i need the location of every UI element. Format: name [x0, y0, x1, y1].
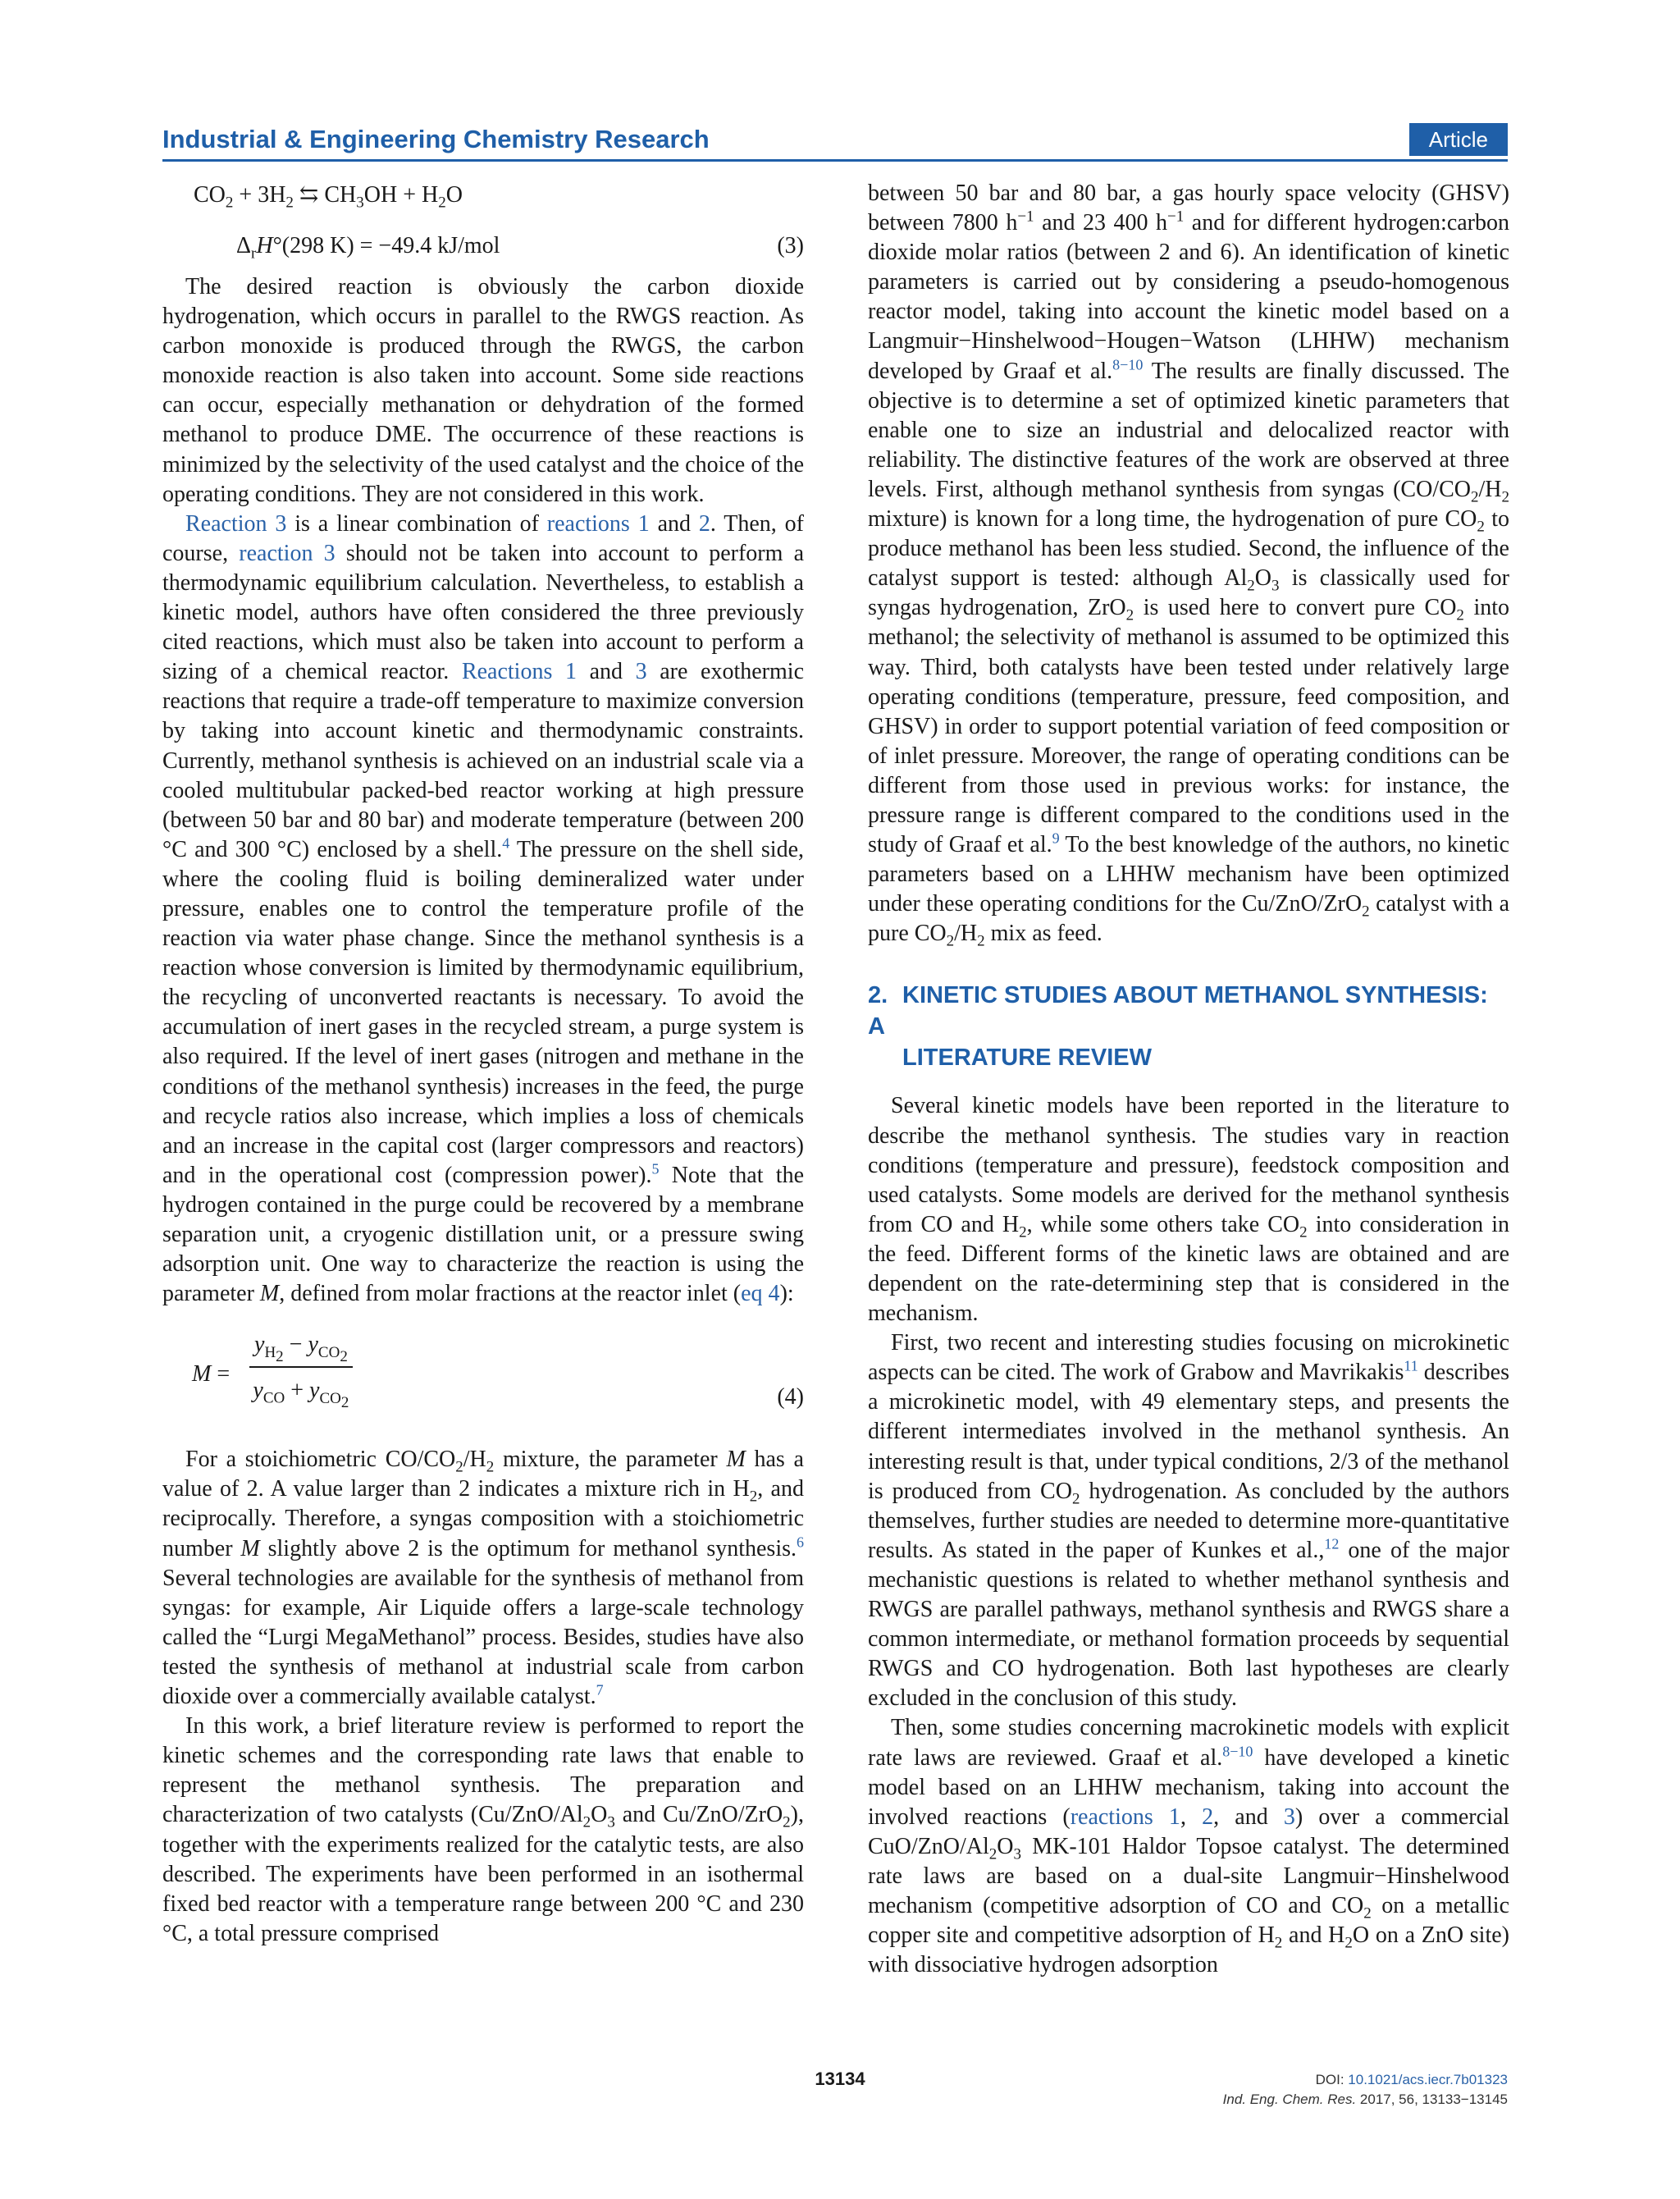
doi-link[interactable]: 10.1021/acs.iecr.7b01323 [1348, 2072, 1508, 2087]
section-2-heading [868, 980, 1509, 1073]
running-header [162, 121, 1508, 162]
left-paragraph-2: Reaction 3 is a linear combination of reactions 1 and 2. Then, of course, reaction 3 should not be taken into account to perform a thermodynamic equilibrium calculation. Nevertheless, to establish a kinetic model, authors have often considered the three previously cited reactions, which must also be taken into account to perform a sizing of a chemical reactor. Reactions 1 and 3 are exothermic reactions that require a trade-off temperature to maximize conversion by taking into account kinetic and thermodynamic constraints. Currently, methanol synthesis is achieved on an industrial scale via a cooled multitubular packed-bed reactor working at high pressure (between 50 bar and 80 bar) and moderate temperature (between 200 °C and 300 °C) enclosed by a shell.$^4$ The pressure on the shell side, where the cooling fluid is boiling demineralized water under pressure, enables one to control the temperature profile of the reaction via water phase change. Since the methanol synthesis is a reaction whose conversion is limited by thermodynamic equilibrium, the recycling of unconverted reactants is necessary. To avoid the accumulation of inert gases in the recycled stream, a purge system is also required. If the level of inert gases (nitrogen and methane in the conditions of the methanol synthesis) increases in the feed, the purge and recycle ratios also increase, which implies a loss of chemicals and an increase in the capital cost (larger compressors and reactors) and in the operational cost (compression power).$^5$ Note that the hydrogen contained in the purge could be recovered by a membrane separation unit, a cryogenic distillation unit, or a pressure swing adsorption unit. One way to characterize the reaction is using the parameter M, defined from molar fractions at the reactor inlet (eq 4): [162, 510, 804, 1307]
reaction-2-link[interactable]: 2 [1202, 1804, 1214, 1830]
reaction-2-link[interactable]: 2 [698, 510, 710, 537]
right-paragraph-3: First, two recent and interesting studies focusing on microkinetic aspects can be cited. The work of Grabow and Mavrikakis$^{11}$ describes a microkinetic model, with 49 elementary steps, and presents the different intermediates involved in the methanol synthesis. An interesting result is that, under typical conditions, 2/3 of the methanol is produced from $CO_2$ hydrogenation. As concluded by the authors themselves, further studies are needed to determine more-quantitative results. As stated in the paper of Kunkes et al.,$^{12}$ one of the major mechanistic questions is related to whether methanol synthesis and RWGS are parallel pathways, methanol synthesis and RWGS share a common intermediate, or methanol formation proceeds by sequential RWGS and CO hydrogenation. Both last hypotheses are clearly excluded in the conclusion of this study. [868, 1330, 1509, 1712]
reaction-3-link[interactable]: 3 [635, 659, 647, 685]
citation-4[interactable]: 4 [502, 834, 510, 852]
eq-4-link[interactable]: eq 4 [741, 1281, 780, 1307]
section-number: 2. [868, 982, 888, 1009]
reaction-3-link[interactable]: Reaction 3 [185, 510, 287, 537]
journal-citation: Ind. Eng. Chem. Res. [1222, 2092, 1357, 2107]
left-paragraph-3: For a stoichiometric $CO/CO_2/H_2$ mixture, the parameter M has a value of 2. A value larger than 2 indicates a mixture rich in $H_2$, and reciprocally. Therefore, a syngas composition with a stoichiometric number M slightly above 2 is the optimum for methanol synthesis.$^6$ Several technologies are available for the synthesis of methanol from syngas: for example, Air Liquide offers a large-scale technology called the “Lurgi MegaMethanol” process. Besides, studies have also tested the synthesis of methanol at industrial scale from carbon dioxide over a commercially available catalyst.$^7$ [162, 1447, 804, 1710]
equation-4-number: (4) [777, 1384, 804, 1410]
right-paragraph-4: Then, some studies concerning macrokinetic models with explicit rate laws are reviewed. Graaf et al.$^{8-10}$ have developed a kinetic model based on an LHHW mechanism, taking into account the involved reactions (reactions 1, 2, and 3) over a commercial CuO/$ZnO/Al_2O_3$ MK-101 Haldor Topsoe catalyst. The determined rate laws are based on a dual-site Langmuir−Hinshelwood mechanism (competitive adsorption of CO and $CO_2$ on a metallic copper site and competitive adsorption of $H_2$ and $H_2O$ on a ZnO site) with dissociative hydrogen adsorption [868, 1715, 1510, 1978]
citation-6[interactable]: 6 [797, 1534, 804, 1551]
citation-12[interactable]: 12 [1324, 1535, 1340, 1552]
equation-4-numerator: $y_{H_2} - y_{CO_2}$ [254, 1332, 348, 1365]
citation-5[interactable]: 5 [651, 1160, 660, 1177]
reactions-1-link[interactable]: reactions 1 [1070, 1804, 1180, 1830]
section-title-line-1: KINETIC STUDIES ABOUT METHANOL SYNTHESIS: A [868, 982, 1488, 1040]
equation-3 [162, 179, 804, 272]
citation-7[interactable]: 7 [596, 1681, 604, 1698]
reaction-1-link[interactable]: reactions 1 [546, 510, 650, 537]
equation-4-denominator: $y_{CO} + y_{CO_2}$ [249, 1366, 353, 1406]
equation-3-number: (3) [777, 233, 804, 258]
doi-label: DOI: [1315, 2072, 1344, 2087]
citation-9[interactable]: 9 [1052, 830, 1060, 847]
citation-8-10[interactable]: 8−10 [1222, 1743, 1253, 1760]
left-paragraph-1: The desired reaction is obviously the carbon dioxide hydrogenation, which occurs in parallel to the RWGS reaction. As carbon monoxide is produced through the RWGS, the carbon monoxide reaction is also taken into account. Some side reactions can occur, especially methanation or dehydration of the formed methanol to produce DME. The occurrence of these reactions is minimized by the selectivity of the used catalyst and the choice of the operating conditions. They are not considered in this work. [162, 274, 804, 507]
right-paragraph-1: between 50 bar and 80 bar, a gas hourly space velocity (GHSV) between 7800 $h^{-1}$ and 23 400 $h^{-1}$ and for different hydrogen:carbon dioxide molar ratios (between 2 and 6). An identification of kinetic parameters is carried out by considering a pseudo-homogenous reactor model, taking into account the kinetic model based on a Langmuir−Hinshelwood−Hougen−Watson (LHHW) mechanism developed by Graaf et al.$^{8-10}$ The results are finally discussed. The objective is to determine a set of optimized kinetic parameters that enable one to size an industrial and delocalized reactor with reliability. The distinctive features of the work are observed at three levels. First, although methanol synthesis from syngas ($CO/CO_2/H_2$ mixture) is known for a long time, the hydrogenation of pure $CO_2$ to produce methanol has been less studied. Second, the influence of the catalyst support is tested: although $Al_2O_3$ is classically used for syngas hydrogenation, ZrO$_2$ is used here to convert pure $CO_2$ into methanol; the selectivity of methanol is assumed to be optimized this way. Third, both catalysts have been tested under relatively large operating conditions (temperature, pressure, feed composition, and GHSV) in order to support potential variation of feed composition or of inlet pressure. Moreover, the range of operating conditions can be different from those used in previous works: for instance, the pressure range is different compared to the conditions used in the study of Graaf et al.$^9$ To the best knowledge of the authors, no kinetic parameters based on a LHHW mechanism have been optimized under these operating conditions for the Cu/ZnO/ZrO$_2$ catalyst with a pure $CO_2/H_2$ mix as feed. [868, 181, 1510, 950]
left-paragraph-4: In this work, a brief literature review is performed to report the kinetic schemes and the corresponding rate laws that enable to represent the methanol synthesis. The preparation and characterization of two catalysts ($Cu/ZnO/Al_2O_3$ and Cu/ZnO/ZrO$_2$), together with the experiments realized for the catalytic tests, are also described. The experiments have been performed in an isothermal fixed bed reactor with a temperature range between 200 °C and 230 °C, a total pressure comprised [162, 1713, 804, 1946]
reaction-3-link[interactable]: 3 [1283, 1804, 1295, 1830]
right-column [868, 179, 1509, 1980]
equation-4-lhs: M = [192, 1361, 231, 1388]
page-number: 13134 [815, 2069, 865, 2089]
equation-4-fraction [249, 1330, 353, 1411]
citation-volume-pages: 2017, 56, 13133−13145 [1359, 2092, 1508, 2107]
citation-8-10[interactable]: 8−10 [1112, 356, 1144, 373]
reaction-3-link[interactable]: reaction 3 [239, 540, 336, 566]
section-title-line-2: LITERATURE REVIEW [902, 1045, 1152, 1072]
equation-3-enthalpy: $\Delta_rH^\circ(298$ K) = −49.4 kJ/mol [236, 233, 500, 263]
equation-3-reaction: $CO_2 + 3H_2$ ⇆ $CH_3OH + H_2O$ [194, 182, 463, 212]
left-column [162, 179, 804, 1949]
article-type-badge: Article [1409, 123, 1508, 156]
citation-11[interactable]: 11 [1404, 1357, 1418, 1374]
right-paragraph-2: Several kinetic models have been reported in the literature to describe the methanol synthesis. The studies vary in reaction conditions (temperature and pressure), feedstock composition and used catalysts. Some models are derived for the methanol synthesis from CO and $H_2$, while some others take $CO_2$ into consideration in the feed. Different forms of the kinetic laws are obtained and are dependent on the rate-determining step that is considered in the mechanism. [868, 1093, 1509, 1327]
journal-title[interactable]: Industrial & Engineering Chemistry Research [162, 125, 710, 153]
reactions-1-link[interactable]: Reactions 1 [461, 659, 577, 685]
footer-doi-block [1223, 2070, 1508, 2110]
equation-4 [162, 1330, 804, 1429]
